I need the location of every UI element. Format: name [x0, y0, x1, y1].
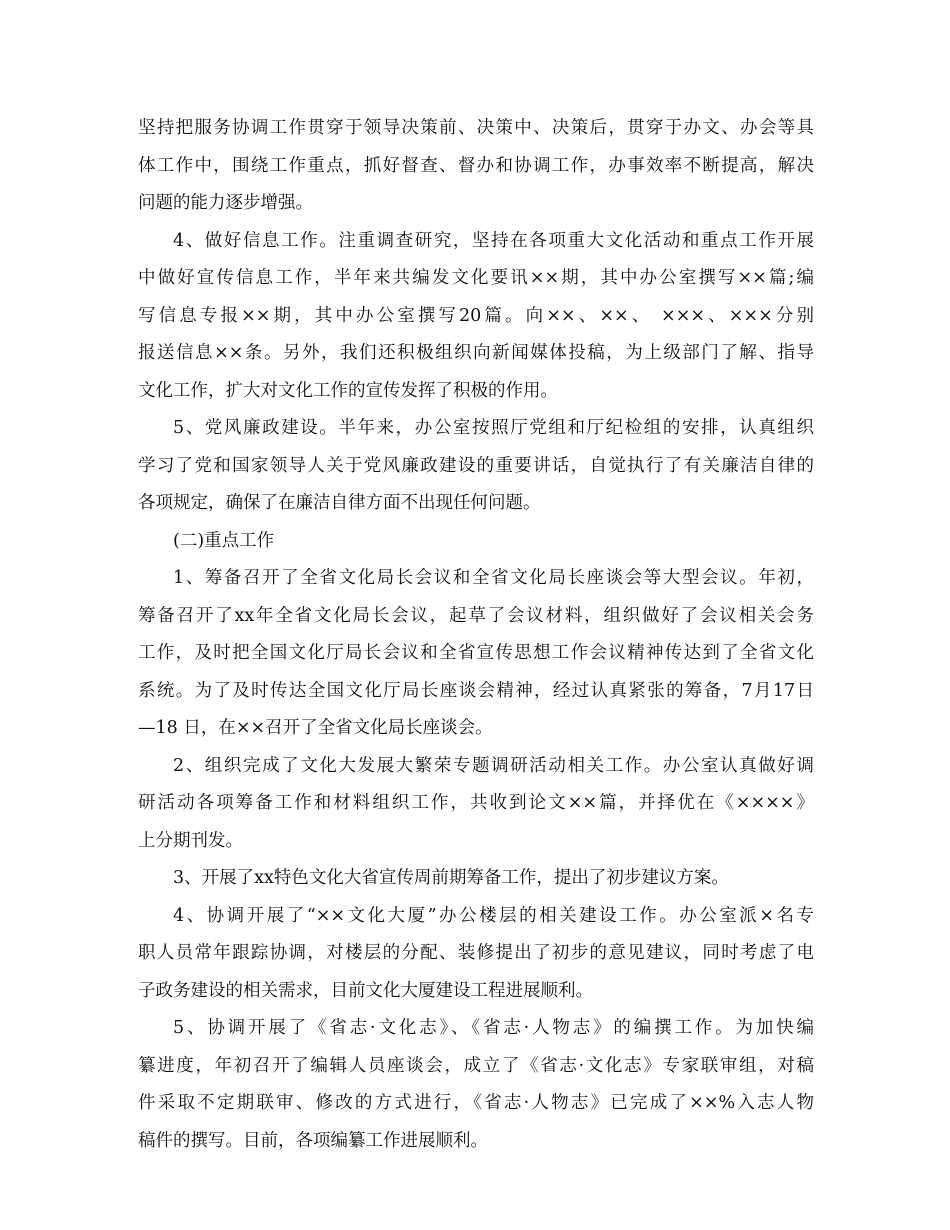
text-line: 写信息专报××期，其中办公室撰写20篇。向××、××、 ×××、×××分别 — [138, 305, 814, 326]
text-line: 学习了党和国家领导人关于党风廉政建设的重要讲话，自觉执行了有关廉洁自律的 — [138, 455, 814, 476]
text-line: 上分期刊发。 — [138, 830, 243, 851]
text-line: 5、党风廉政建设。半年来，办公室按照厅党组和厅纪检组的安排，认真组织 — [173, 418, 814, 438]
paragraph-key-chronicles — [138, 1010, 814, 1160]
text-line: 问题的能力逐步增强。 — [138, 193, 313, 213]
text-line: 系统。为了及时传达全国文化厅局长座谈会精神，经过认真紧张的筹备，7月17日 — [138, 680, 814, 701]
text-line: 2、组织完成了文化大发展大繁荣专题调研活动相关工作。办公室认真做好调 — [173, 755, 814, 776]
text-line: 研活动各项筹备工作和材料组织工作，共收到论文××篇，并择优在《××××》 — [138, 793, 814, 813]
text-line: 体工作中，围绕工作重点，抓好督查、督办和协调工作，办事效率不断提高，解决 — [138, 155, 814, 176]
text-line: —18 日，在××召开了全省文化局长座谈会。 — [138, 718, 493, 738]
paragraph-key-meetings — [138, 560, 814, 748]
paragraph-information-work — [138, 223, 814, 411]
text-line: 报送信息××条。另外，我们还积极组织向新闻媒体投稿，为上级部门了解、指导 — [138, 343, 814, 363]
text-line: 工作，及时把全国文化厅局长会议和全省宣传思想工作会议精神传达到了全省文化 — [138, 643, 814, 663]
text-line: 子政务建设的相关需求，目前文化大厦建设工程进展顺利。 — [138, 980, 593, 1001]
text-line: 坚持把服务协调工作贯穿于领导决策前、决策中、决策后，贯穿于办文、办会等具 — [138, 118, 814, 138]
paragraph-key-research — [138, 748, 814, 861]
text-line: 件采取不定期联审、修改的方式进行，《省志·人物志》已完成了××%入志人物 — [138, 1093, 814, 1113]
paragraph-key-promotion-week — [138, 860, 814, 898]
text-line: 文化工作，扩大对文化工作的宣传发挥了积极的作用。 — [138, 380, 558, 401]
text-line: 1、筹备召开了全省文化局长会议和全省文化局长座谈会等大型会议。年初， — [173, 568, 814, 588]
paragraph-party-integrity — [138, 410, 814, 523]
section-heading-key-work — [138, 523, 814, 561]
text-line: 3、开展了xx特色文化大省宣传周前期筹备工作，提出了初步建议方案。 — [173, 868, 729, 888]
text-line: 4、做好信息工作。注重调查研究，坚持在各项重大文化活动和重点工作开展 — [173, 230, 814, 251]
paragraph-key-building — [138, 898, 814, 1011]
text-line: 5、协调开展了《省志·文化志》、《省志·人物志》的编撰工作。为加快编 — [173, 1018, 814, 1038]
text-line: 稿件的撰写。目前，各项编纂工作进展顺利。 — [138, 1130, 488, 1151]
section-heading: (二)重点工作 — [173, 530, 275, 551]
text-line: 各项规定，确保了在廉洁自律方面不出现任何问题。 — [138, 493, 541, 513]
document-page — [138, 110, 814, 1160]
text-line: 4、协调开展了“××文化大厦”办公楼层的相关建设工作。办公室派×名专 — [173, 905, 814, 926]
text-line: 中做好宣传信息工作，半年来共编发文化要讯××期，其中办公室撰写××篇;编 — [138, 268, 814, 288]
paragraph-continued-coordination — [138, 110, 814, 223]
text-line: 筹备召开了xx年全省文化局长会议，起草了会议材料，组织做好了会议相关会务 — [138, 605, 814, 626]
text-line: 纂进度，年初召开了编辑人员座谈会，成立了《省志·文化志》专家联审组，对稿 — [138, 1055, 814, 1076]
text-line: 职人员常年跟踪协调，对楼层的分配、装修提出了初步的意见建议，同时考虑了电 — [138, 943, 814, 963]
